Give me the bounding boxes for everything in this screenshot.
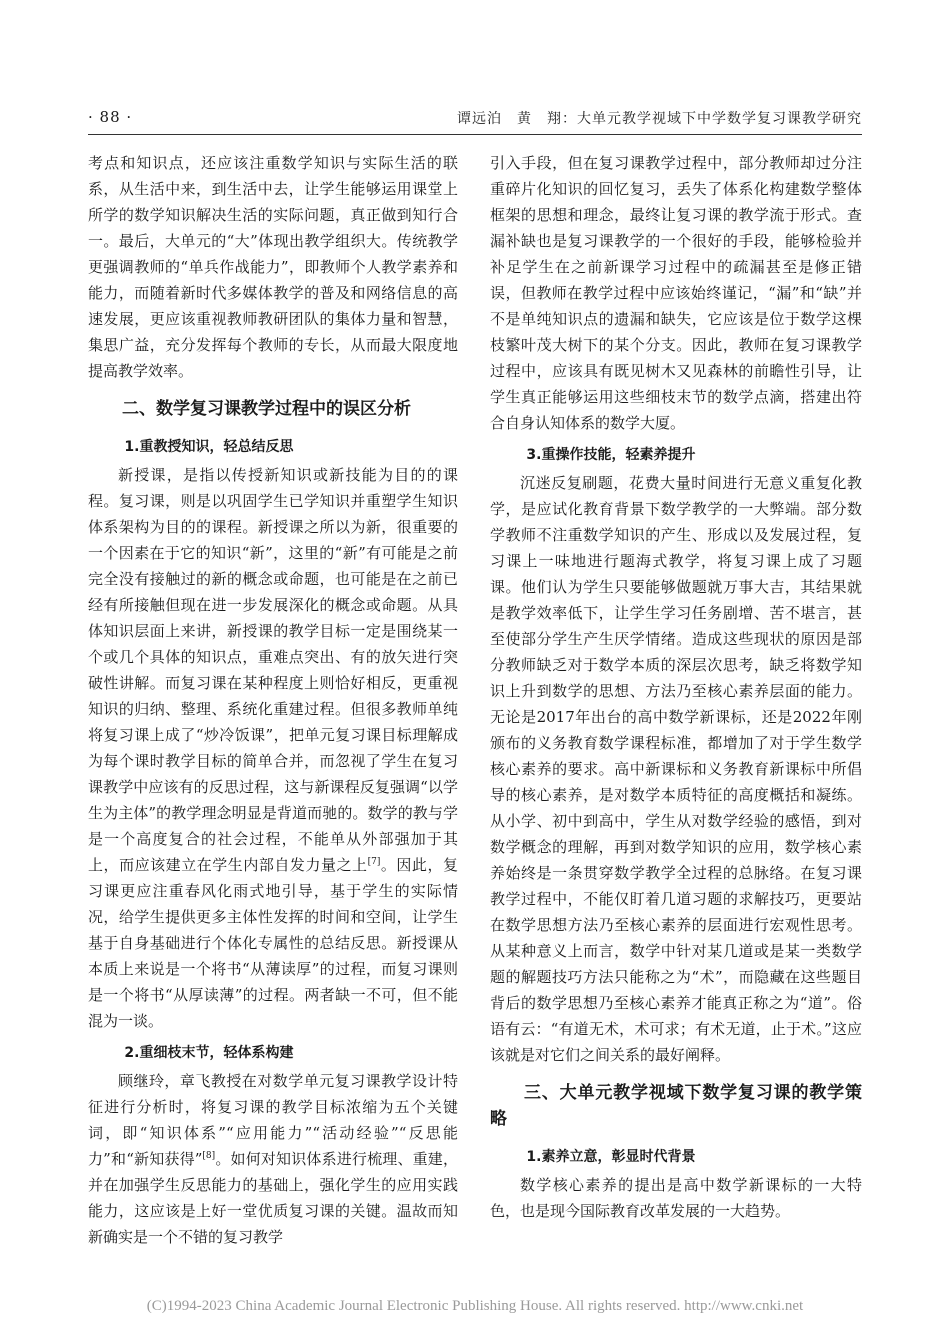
subsection-heading: 1.素养立意，彰显时代背景 (526, 1149, 696, 1165)
left-column (88, 150, 458, 1250)
subsection-heading: 2.重细枝末节，轻体系构建 (124, 1045, 294, 1061)
subsection-heading: 1.重教授知识，轻总结反思 (124, 439, 294, 455)
paragraph (88, 1068, 458, 1250)
running-title: 谭远泊 黄 翔：大单元教学视域下中学数学复习课教学研究 (457, 111, 862, 127)
page-header (88, 104, 862, 135)
paragraph: 数学核心素养的提出是高中数学新课标的一大特色，也是现今国际教育改革发展的一大趋势。 (490, 1176, 862, 1220)
right-column (490, 150, 862, 1224)
paragraph: 考点和知识点，还应该注重数学知识与实际生活的联系，从生活中来，到生活中去，让学生能够运用课堂上所学的数学知识解决生活的实际问题，真正做到知行合一。最后，大单元的“大”体现出教学组织大。传统教学更强调教师的“单兵作战能力”，即教师个人教学素养和能力，而随着新时代多媒体教学的普及和网络信息的高速发展，更应该重视教师教研团队的集体力量和智慧，集思广益，充分发挥每个教师的专长，从而最大限度地提高教学效率。 (88, 154, 458, 380)
page-number: · 88 · (88, 108, 133, 126)
subsection-heading: 3.重操作技能，轻素养提升 (526, 447, 696, 463)
paragraph (88, 462, 458, 1034)
paragraph-text: 。因此，复习课更应注重春风化雨式地引导，基于学生的实际情况，给学生提供更多主体性发挥的时间和空间，让学生基于自身基础进行个体化专属性的总结反思。新授课从本质上来说是一个将书“从薄读厚”的过程，而复习课则是一个将书“从厚读薄”的过程。两者缺一不可，但不能混为一谈。 (88, 856, 458, 1030)
citation: [7] (367, 857, 381, 867)
paragraph-text: 顾继玲，章飞教授在对数学单元复习课教学设计特征进行分析时，将复习课的教学目标浓缩为五个关键词，即“知识体系”“应用能力”“活动经验”“反思能力”和“新知获得” (88, 1072, 458, 1168)
paragraph-text: 。如何对知识体系进行梳理、重建，并在加强学生反思能力的基础上，强化学生的应用实践能力，这应该是上好一堂优质复习课的关键。温故而知新确实是一个不错的复习教学 (88, 1150, 458, 1246)
section-heading: 二、数学复习课教学过程中的误区分析 (122, 399, 411, 419)
section-heading: 三、大单元教学视域下数学复习课的教学策略 (490, 1083, 862, 1129)
paragraph: 引入手段，但在复习课教学过程中，部分教师却过分注重碎片化知识的回忆复习，丢失了体系化构建数学整体框架的思想和理念，最终让复习课的教学流于形式。查漏补缺也是复习课教学的一个很好的手段，能够检验并补足学生在之前新课学习过程中的疏漏甚至是修正错误，但教师在教学过程中应该始终谨记，“漏”和“缺”并不是单纯知识点的遗漏和缺失，它应该是位于数学这棵枝繁叶茂大树下的某个分支。因此，教师在复习课教学过程中，应该具有既见树木又见森林的前瞻性引导，让学生真正能够运用这些细枝末节的数学点滴，搭建出符合自身认知体系的数学大厦。 (490, 154, 862, 432)
citation: [8] (202, 1151, 216, 1161)
paragraph: 沉迷反复刷题，花费大量时间进行无意义重复化教学，是应试化教育背景下数学教学的一大弊端。部分数学教师不注重数学知识的产生、形成以及发展过程，复习课上一味地进行题海式教学，将复习课上成了习题课。他们认为学生只要能够做题就万事大吉，其结果就是教学效率低下，让学生学习任务剧增、苦不堪言，甚至使部分学生产生厌学情绪。造成这些现状的原因是部分教师缺乏对于数学本质的深层次思考，缺乏将数学知识上升到数学的思想、方法乃至核心素养层面的能力。无论是2017年出台的高中数学新课标，还是2022年刚颁布的义务教育数学课程标准，都增加了对于学生数学核心素养的要求。高中新课标和义务教育新课标中所倡导的核心素养，是对数学本质特征的高度概括和凝练。从小学、初中到高中，学生从对数学经验的感悟，到对数学概念的理解，再到对数学知识的应用，数学核心素养始终是一条贯穿数学教学全过程的总脉络。在复习课教学过程中，不能仅盯着几道习题的求解技巧，更要站在数学思想方法乃至核心素养的层面进行宏观性思考。从某种意义上而言，数学中针对某几道或是某一类数学题的解题技巧方法只能称之为“术”，而隐藏在这些题目背后的数学思想乃至核心素养才能真正称之为“道”。俗语有云：“有道无术，术可求；有术无道，止于术。”这应该就是对它们之间关系的最好阐释。 (490, 474, 862, 1064)
paragraph-text: 新授课，是指以传授新知识或新技能为目的的课程。复习课，则是以巩固学生已学知识并重塑学生知识体系架构为目的的课程。新授课之所以为新，很重要的一个因素在于它的知识“新”，这里的“新”有可能是之前完全没有接触过的新的概念或命题，也可能是在之前已经有所接触但现在进一步发展深化的概念或命题。从具体知识层面上来讲，新授课的教学目标一定是围绕某一个或几个具体的知识点，重难点突出、有的放矢进行突破性讲解。而复习课在某种程度上则恰好相反，更重视知识的归纳、整理、系统化重建过程。但很多教师单纯将复习课上成了“炒冷饭课”，把单元复习课目标理解成为每个课时教学目标的简单合并，而忽视了学生在复习课教学中应该有的反思过程，这与新课程反复强调“以学生为主体”的教学理念明显是背道而驰的。数学的教与学是一个高度复合的社会过程，不能单从外部强加于其上，而应该建立在学生内部自发力量之上 (88, 466, 458, 874)
copyright-footer: (C)1994-2023 China Academic Journal Electronic Publishing House. All rights reserved. http://www.cnki.net (146, 1298, 804, 1314)
